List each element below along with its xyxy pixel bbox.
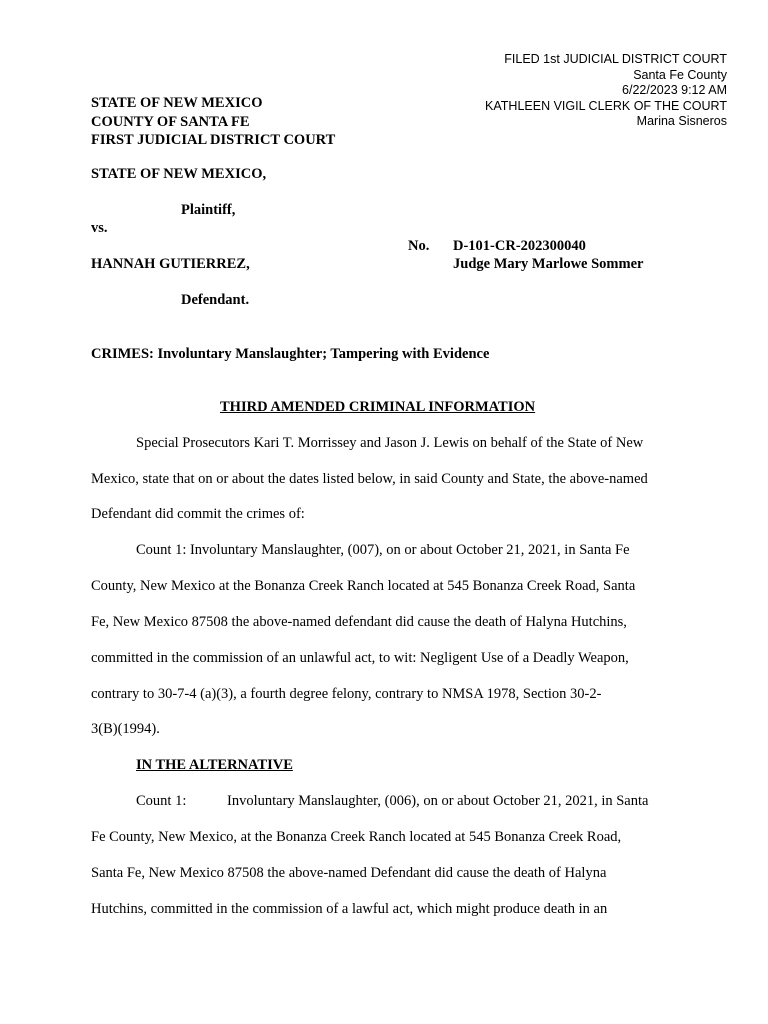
court-header bbox=[91, 94, 335, 150]
assigned-judge: Judge Mary Marlowe Sommer bbox=[453, 256, 644, 272]
filing-stamp-line: FILED 1st JUDICIAL DISTRICT COURT bbox=[504, 52, 727, 66]
count1-line: Fe, New Mexico 87508 the above-named defendant did cause the death of Halyna Hutchins, bbox=[91, 614, 627, 630]
intro-line: Special Prosecutors Kari T. Morrissey and Jason J. Lewis on behalf of the State of New bbox=[136, 435, 644, 451]
count1-line: Count 1: Involuntary Manslaughter, (007), on or about October 21, 2021, in Santa Fe bbox=[136, 542, 630, 558]
filing-stamp-line: KATHLEEN VIGIL CLERK OF THE COURT bbox=[485, 98, 727, 113]
count1-line: committed in the commission of an unlawful act, to wit: Negligent Use of a Deadly Weapon, bbox=[91, 650, 629, 666]
document-title: THIRD AMENDED CRIMINAL INFORMATION bbox=[220, 399, 536, 415]
plaintiff-name: STATE OF NEW MEXICO, bbox=[91, 166, 267, 182]
count1-alt-line: Fe County, New Mexico, at the Bonanza Creek Ranch located at 545 Bonanza Creek Road, bbox=[91, 829, 622, 845]
versus-label: vs. bbox=[91, 220, 108, 236]
filing-stamp-line: 6/22/2023 9:12 AM bbox=[622, 83, 727, 97]
alternative-heading: IN THE ALTERNATIVE bbox=[136, 757, 293, 773]
count1-alt-line: Santa Fe, New Mexico 87508 the above-named Defendant did cause the death of Halyna bbox=[91, 865, 607, 881]
court-header-line: FIRST JUDICIAL DISTRICT COURT bbox=[91, 132, 336, 148]
count1-alt-label: Count 1: bbox=[136, 793, 187, 809]
count1-alt-line: Hutchins, committed in the commission of a lawful act, which might produce death in an bbox=[91, 901, 608, 917]
count1-line: County, New Mexico at the Bonanza Creek Ranch located at 545 Bonanza Creek Road, Santa bbox=[91, 578, 636, 594]
court-header-line: COUNTY OF SANTA FE bbox=[91, 113, 250, 130]
case-number-label: No. bbox=[408, 238, 430, 254]
plaintiff-label: Plaintiff, bbox=[181, 202, 236, 218]
intro-line: Mexico, state that on or about the dates listed below, in said County and State, the above-named bbox=[91, 471, 648, 487]
count1-line: 3(B)(1994). bbox=[91, 721, 160, 737]
crimes-line: CRIMES: Involuntary Manslaughter; Tampering with Evidence bbox=[91, 346, 490, 362]
court-header-line: STATE OF NEW MEXICO bbox=[91, 95, 263, 111]
defendant-name: HANNAH GUTIERREZ, bbox=[91, 256, 250, 272]
defendant-label: Defendant. bbox=[181, 292, 250, 308]
filing-stamp-line: Marina Sisneros bbox=[636, 114, 727, 128]
case-number: D-101-CR-202300040 bbox=[453, 238, 586, 254]
intro-line: Defendant did commit the crimes of: bbox=[91, 506, 305, 522]
count1-alt-line: Involuntary Manslaughter, (006), on or about October 21, 2021, in Santa bbox=[227, 793, 649, 809]
count1-line: contrary to 30-7-4 (a)(3), a fourth degree felony, contrary to NMSA 1978, Section 30-2- bbox=[91, 686, 602, 702]
filing-stamp-line: Santa Fe County bbox=[633, 67, 727, 82]
filing-stamp bbox=[485, 52, 727, 130]
